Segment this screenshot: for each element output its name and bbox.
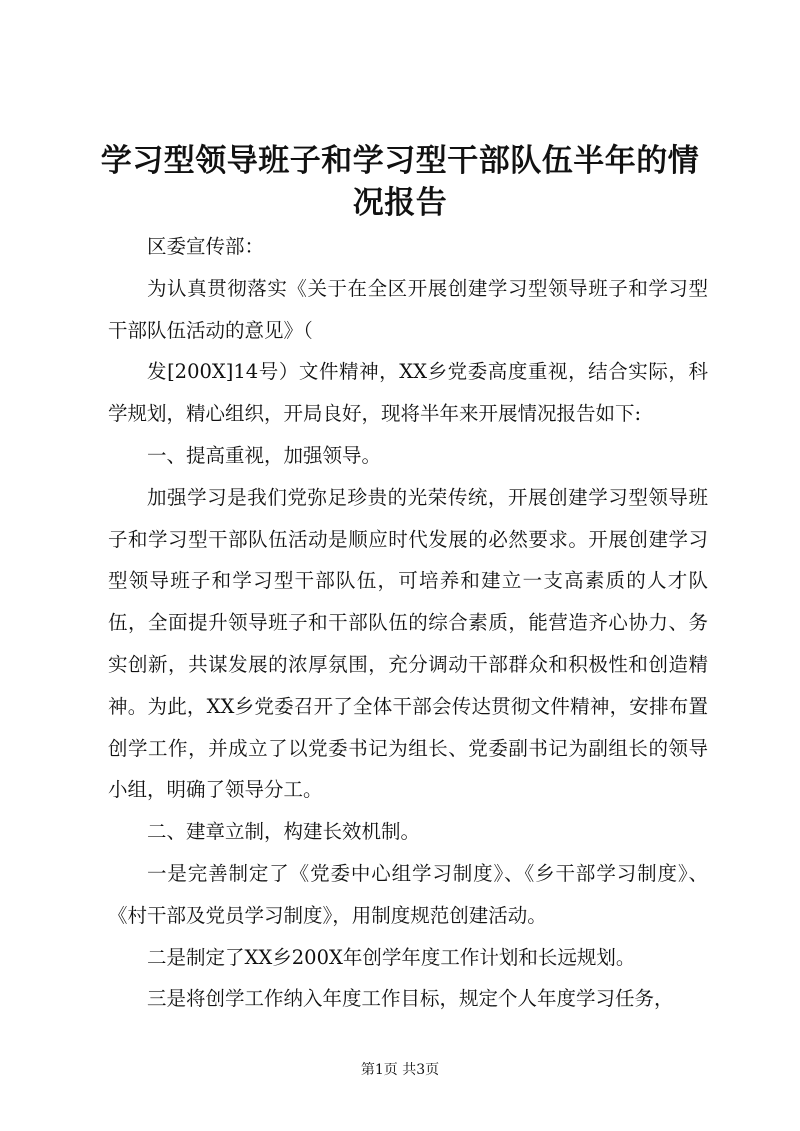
section-heading: 一、提高重视，加强领导。	[147, 443, 382, 467]
document-body	[108, 226, 708, 1020]
salutation: 区委宣传部：	[147, 235, 265, 258]
section-heading: 二、建章立制，构建长效机制。	[147, 820, 421, 844]
paragraph: 加强学习是我们党弥足珍贵的光荣传统，开展创建学习型领导班子和学习型干部队伍活动是顺应时代发展的必然要求。开展创建学习型领导班子和学习型干部队伍，可培养和建立一支高素质的人才队伍，全面提升领导班子和干部队伍的综合素质，能营造齐心协力、务实创新，共谋发展的浓厚氛围，充分调动干部群众和积极性和创造精神。为此，XX乡党委召开了全体干部会传达贯彻文件精神，安排布置创学工作，并成立了以党委书记为组长、党委副书记为副组长的领导小组，明确了领导分工。	[108, 485, 708, 802]
paragraph: 发[200X]14号）文件精神，XX乡党委高度重视，结合实际，科学规划，精心组织，开局良好，现将半年来开展情况报告如下:	[108, 360, 708, 426]
document-title: 学习型领导班子和学习型干部队伍半年的情况报告	[100, 143, 700, 221]
paragraph: 二是制定了XX乡200X年创学年度工作计划和长远规划。	[147, 945, 636, 969]
page-footer: 第1页 共3页	[360, 1062, 440, 1078]
paragraph: 一是完善制定了《党委中心组学习制度》、《乡干部学习制度》、《村干部及党员学习制度》，用制度规范创建活动。	[108, 861, 708, 927]
paragraph: 三是将创学工作纳入年度工作目标，规定个人年度学习任务，	[147, 987, 674, 1011]
paragraph: 为认真贯彻落实《关于在全区开展创建学习型领导班子和学习型干部队伍活动的意见》（	[108, 276, 708, 342]
